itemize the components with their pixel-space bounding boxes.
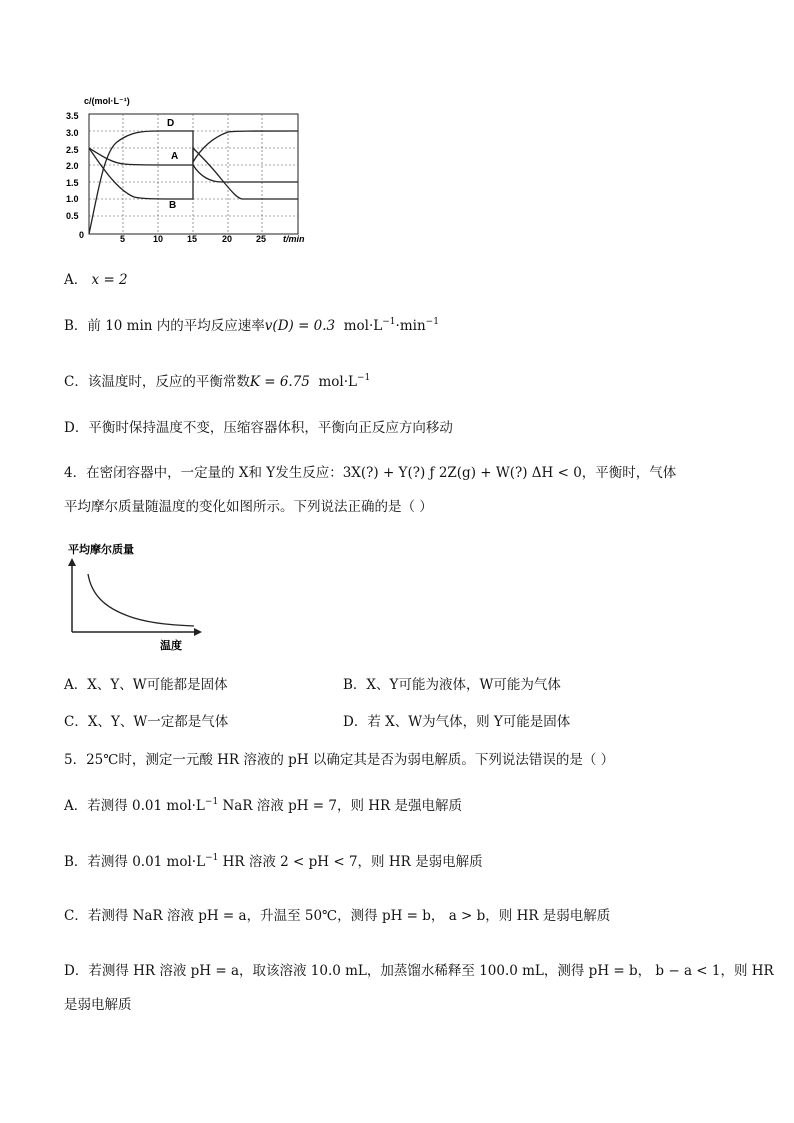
q3-option-a — [64, 270, 128, 290]
q5-option-d-line1: D．若测得 HR 溶液 pH = a，取该溶液 10.0 mL，加蒸馏水稀释至 100.0 mL，测得 pH = b， b − a < 1，则 HR — [64, 963, 774, 979]
chart2-xlabel: 温度 — [160, 639, 182, 652]
ytick-1.5: 1.5 — [66, 178, 79, 188]
label-D: D — [167, 118, 175, 129]
molar-mass-temperature-chart — [64, 538, 214, 656]
q3-option-b-unit2: ·min — [395, 318, 426, 334]
q4-option-b: B．X、Y可能为液体，W可能为气体 — [343, 677, 561, 693]
curve-B — [89, 148, 298, 199]
chart1-xlabel: t/min — [283, 234, 305, 244]
q5-option-a-post: NaR 溶液 pH = 7，则 HR 是强电解质 — [218, 798, 463, 814]
q5-option-a — [64, 796, 462, 816]
q3-option-c-exp: −1 — [357, 373, 371, 383]
q5-option-b — [64, 852, 483, 872]
q3-option-c-unit: mol·L — [318, 374, 357, 390]
q5-option-c: C．若测得 NaR 溶液 pH = a，升温至 50℃，测得 pH = b， a > b，则 HR 是弱电解质 — [64, 908, 611, 924]
xtick-10: 10 — [153, 234, 164, 244]
q3-option-c-math: K = 6.75 — [249, 374, 310, 390]
q5-option-d-line2: 是弱电解质 — [64, 997, 132, 1013]
xtick-20: 20 — [222, 234, 233, 244]
molar-mass-curve — [88, 574, 194, 626]
q3-option-a-math: x = 2 — [91, 272, 128, 288]
ytick-0.5: 0.5 — [66, 211, 79, 221]
xtick-25: 25 — [256, 234, 267, 244]
label-A: A — [171, 151, 179, 162]
q5-option-b-pre: B．若测得 0.01 mol·L — [64, 854, 206, 870]
q3-option-b — [64, 316, 439, 336]
ytick-2.5: 2.5 — [66, 145, 79, 155]
q3-option-b-exp1: −1 — [382, 317, 396, 327]
xtick-5: 5 — [120, 234, 126, 244]
q3-option-b-text: B．前 10 min 内的平均反应速率 — [64, 318, 265, 334]
q3-option-b-unit: mol·L — [343, 318, 383, 334]
y-axis-arrow — [68, 558, 76, 566]
x-axis-arrow — [194, 628, 202, 636]
q3-option-a-prefix: A． — [64, 272, 88, 288]
label-B: B — [169, 200, 177, 211]
q3-option-c-text: C．该温度时，反应的平衡常数 — [64, 374, 250, 390]
ytick-3.5: 3.5 — [66, 111, 79, 121]
ytick-1.0: 1.0 — [66, 194, 79, 204]
xtick-15: 15 — [187, 234, 198, 244]
concentration-time-chart — [62, 92, 322, 252]
q4-stem-line1: 4．在密闭容器中，一定量的 X和 Y发生反应：3X(?) + Y(?) ƒ 2Z(g) + W(?) ΔH < 0，平衡时，气体 — [64, 465, 677, 481]
chart2-ylabel: 平均摩尔质量 — [68, 543, 134, 556]
q4-option-c: C．X、Y、W一定都是气体 — [64, 714, 229, 730]
q5-option-b-exp: −1 — [205, 853, 219, 863]
q3-option-d: D．平衡时保持温度不变，压缩容器体积，平衡向正反应方向移动 — [64, 420, 453, 436]
ytick-2.0: 2.0 — [66, 161, 79, 171]
q5-option-b-post: HR 溶液 2 < pH < 7，则 HR 是弱电解质 — [218, 854, 483, 870]
q3-option-c — [64, 372, 370, 392]
q4-stem-line2: 平均摩尔质量随温度的变化如图所示。下列说法正确的是（ ） — [64, 499, 433, 515]
q4-option-d: D．若 X、W为气体，则 Y可能是固体 — [343, 714, 571, 730]
q5-option-a-pre: A．若测得 0.01 mol·L — [64, 798, 205, 814]
q4-option-a: A．X、Y、W可能都是固体 — [64, 677, 228, 693]
q3-option-b-math: v(D) = 0.3 — [264, 318, 336, 334]
chart1-ylabel: c/(mol·L⁻¹) — [84, 96, 130, 106]
q3-option-b-exp2: −1 — [425, 317, 439, 327]
ytick-3.0: 3.0 — [66, 128, 79, 138]
q5-stem: 5．25℃时，测定一元酸 HR 溶液的 pH 以确定其是否为弱电解质。下列说法错误的是（ ） — [64, 752, 615, 768]
q5-option-a-exp: −1 — [204, 797, 219, 807]
ytick-0: 0 — [79, 230, 85, 240]
